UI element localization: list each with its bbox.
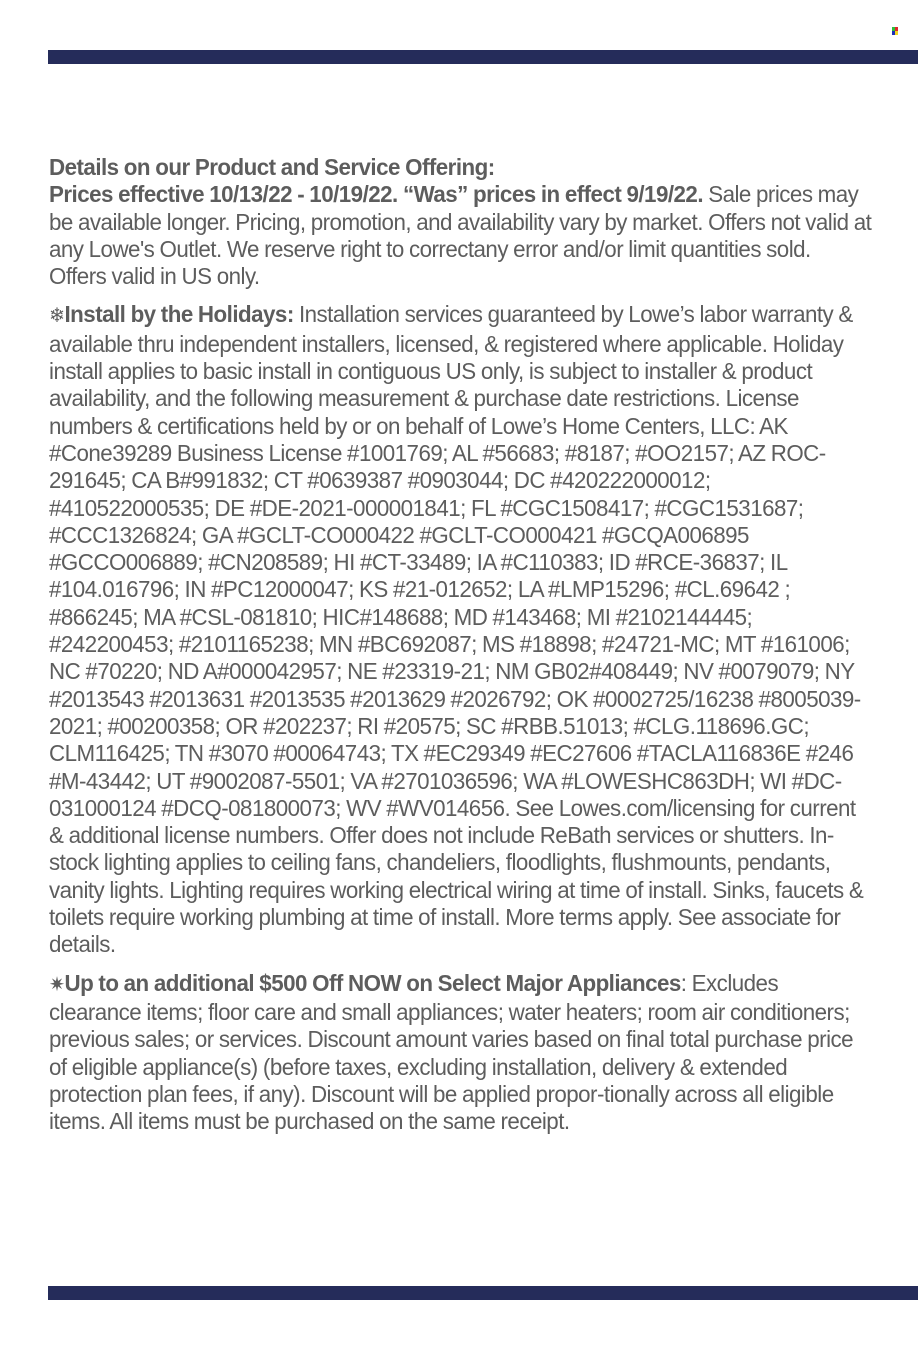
- details-dates: Prices effective 10/13/22 - 10/19/22. “Was” prices in effect 9/19/22.: [49, 181, 704, 208]
- install-paragraph: [49, 301, 872, 958]
- appliances-title: Up to an additional $500 Off NOW on Select Major Appliances: [64, 969, 681, 996]
- color-square-logo-icon: [892, 27, 898, 35]
- asterisk-icon: ✷: [49, 973, 65, 996]
- appliances-body: Excludes clearance items; floor care and small appliances; water heaters; room air conditioners; previous sales; or services. Discount amount varies based on final total purchase price of eligible appliance(s) (before taxes, excluding installation, delivery & extended protection plan fees, if any). Discount will be applied propor-tionally across all eligible items. All items must be purchased on the same receipt.: [49, 969, 854, 1135]
- fine-print-content: [49, 154, 872, 1146]
- details-paragraph: [49, 154, 872, 290]
- bottom-divider-bar: [48, 1286, 918, 1300]
- details-heading: Details on our Product and Service Offering:: [49, 154, 495, 180]
- logo-square-yellow: [895, 31, 898, 35]
- snowflake-icon: ❄: [49, 305, 65, 328]
- appliances-paragraph: [49, 970, 872, 1136]
- install-body: Installation services guaranteed by Lowe’s labor warranty & available thru independent installers, licensed, & registered where applicable. Holiday install applies to basic install in contiguous US only, is subject to installer & product availability, and the following measurement & purchase date restrictions. License numbers & certifications held by or on behalf of Lowe’s Home Centers, LLC: AK #Cone39289 Business License #1001769; AL #56683; #8187; #OO2157; AZ ROC-291645; CA B#991832; CT #0639387 #0903044; DC #420222000012; #410522000535; DE #DE-2021-000001841; FL #CGC1508417; #CGC1531687; #CCC1326824; GA #GCLT-CO000422 #GCLT-CO000421 #GCQA006895 #GCCO006889; #CN208589; HI #CT-33489; IA #C110383; ID #RCE-36837; IL #104.016796; IN #PC12000047; KS #21-012652; LA #LMP15296; #CL.69642 ; #866245; MA #CSL-081810; HIC#148688; MD #143468; MI #2102144445; #242200453; #2101165238; MN #BC692087; MS #18898; #24721-MC; MT #161006; NC #70220; ND A#000042957; NE #23319-21; NM GB02#408449; NV #0079079; NY #2013543 #2013631 #2013535 #2013629 #2026792; OK #0002725/16238 #8005039-2021; #00200358; OR #202237; RI #20575; SC #RBB.51013; #CLG.118696.GC; CLM116425; TN #3070 #00064743; TX #EC29349 #EC27606 #TACLA116836E #246 #M-43442; UT #9002087-5501; VA #2701036596; WA #LOWESHC863DH; WI #DC-031000124 #DCQ-081800073; WV #WV014656. See Lowes.com/licensing for current & additional license numbers. Offer does not include ReBath services or shutters. In-stock lighting applies to ceiling fans, chandeliers, floodlights, flushmounts, pendants, vanity lights. Lighting requires working electrical wiring at time of install. Sinks, faucets & toilets require working plumbing at time of install. More terms apply. See associate for details.: [49, 301, 864, 958]
- appliances-colon: :: [680, 969, 687, 996]
- install-title: Install by the Holidays:: [64, 301, 294, 328]
- details-body: Sale prices may be available longer. Pricing, promotion, and availability vary by market. Offers not valid at any Lowe's Outlet. We reserve right to correctany error and/or limit quantities sold. Offers valid in US only.: [49, 181, 872, 290]
- top-divider-bar: [48, 50, 918, 64]
